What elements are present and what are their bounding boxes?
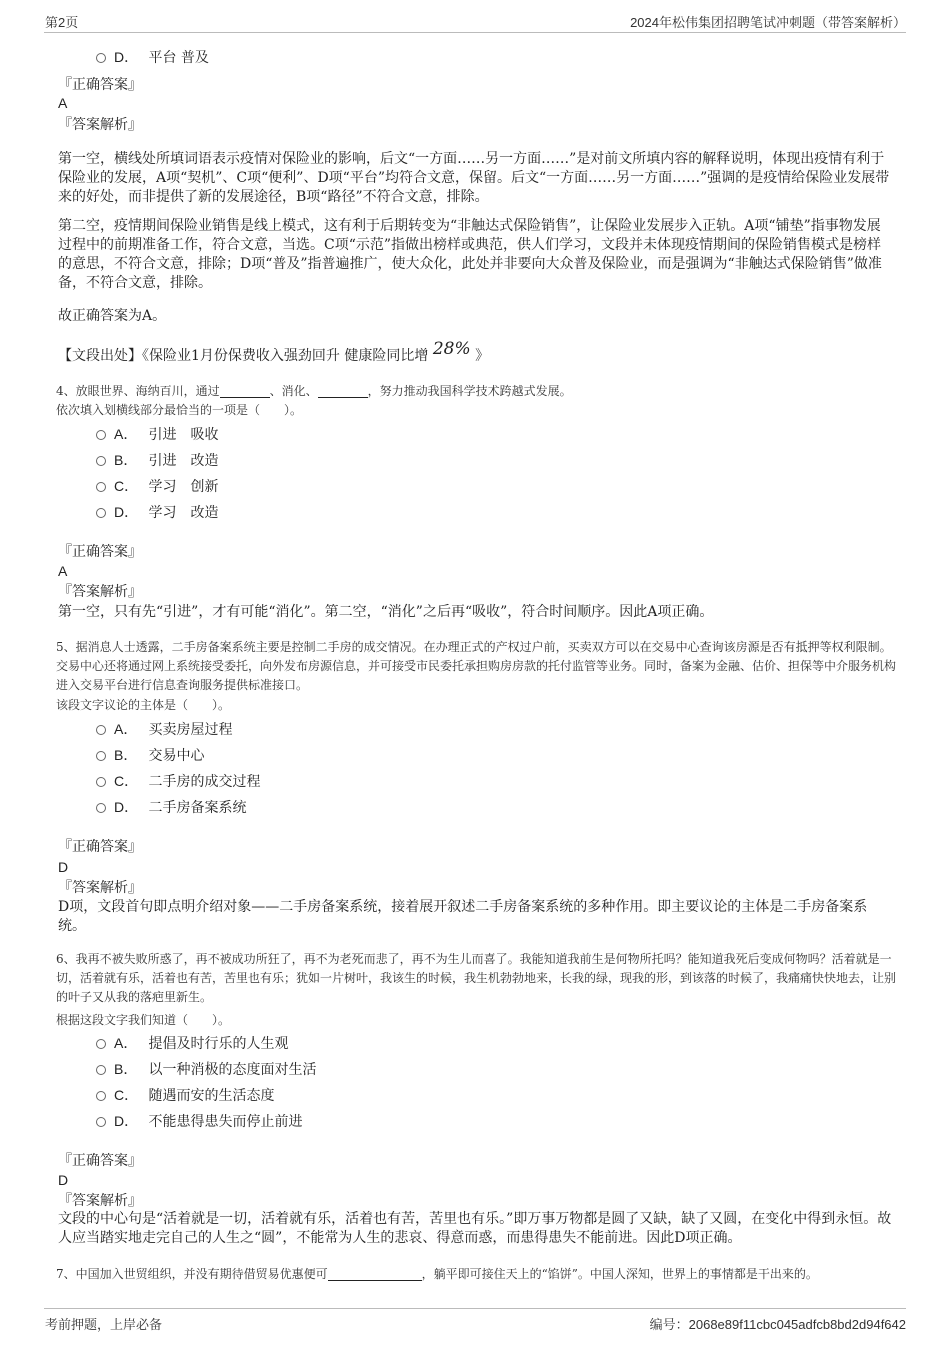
question-stem: 6、我再不被失败所惑了，再不被成功所狂了，再不为老死而悲了，再不为生儿而喜了。我能知道我前生是何物所托吗？能知道我死后变成何物吗？活着就是一切，活着就有乐，活着也有苦，苦里也有乐；犹如一片树叶，我该生的时候，我生机勃勃地来，长我的绿，现我的形，到该落的时候了，我痛痛快快地去，让别的叶子又从我的落疤里新生。 <box>56 952 897 1004</box>
answer-heading: 『正确答案』 <box>58 544 142 560</box>
radio-icon[interactable] <box>96 751 106 761</box>
q5-option-b[interactable]: B． 交易中心 <box>96 745 204 765</box>
analysis-heading: 『答案解析』 <box>58 1193 142 1209</box>
q6-option-b[interactable]: B． 以一种消极的态度面对生活 <box>96 1059 316 1079</box>
correct-answer: D <box>58 1172 69 1188</box>
q6-option-a[interactable]: A． 提倡及时行乐的人生观 <box>96 1033 288 1053</box>
analysis-paragraph: 第二空，疫情期间保险业销售是线上模式，这有利于后期转变为“非触达式保险销售”，让保险业发展步入正轨。A项“铺垫”指事物发展过程中的前期准备工作，符合文意，当选。C项“示范”指做出榜样或典范，供人们学习，文段并未体现疫情期间的保险销售模式是榜样的意思，不符合文意，排除；D项“普及”指普遍推广，使大众化，此处并非要向大众普及保险业，而是强调为“非触达式保险销售”做准备，不符合文意，排除。 <box>58 218 882 291</box>
document-code: 编号：2068e89f11cbc045adfcb8bd2d94f642 <box>649 1317 906 1333</box>
question-stem: 7、中国加入世贸组织，并没有期待借贸易优惠便可 ，躺平即可接住天上的“馅饼”。中国人深知，世界上的事情都是干出来的。 <box>56 1267 818 1281</box>
analysis-paragraph: D项，文段首句即点明介绍对象——二手房备案系统，接着展开叙述二手房备案系统的多种作用。即主要议论的主体是二手房备案系统。 <box>58 899 868 934</box>
radio-icon[interactable] <box>96 53 106 63</box>
q6-option-d[interactable]: D． 不能患得患失而停止前进 <box>96 1111 302 1131</box>
q5-option-a[interactable]: A． 买卖房屋过程 <box>96 719 232 739</box>
question-stem: 5、据消息人士透露，二手房备案系统主要是控制二手房的成交情况。在办理正式的产权过户前，买卖双方可以在交易中心查询该房源是否有抵押等权利限制。交易中心还将通过网上系统接受委托，向外发布房源信息，并可接受市民委托承担购房房款的托付监管等业务。同时，备案为金融、估价、担保等中介服务机构进入交易平台进行信息查询服务提供标准接口。 <box>56 640 897 692</box>
correct-answer: A <box>58 95 68 111</box>
radio-icon[interactable] <box>96 508 106 518</box>
radio-icon[interactable] <box>96 1091 106 1101</box>
radio-icon[interactable] <box>96 482 106 492</box>
analysis-heading: 『答案解析』 <box>58 117 142 133</box>
q4-option-b[interactable]: B． 引进 改造 <box>96 450 218 470</box>
fill-blank <box>318 383 368 398</box>
q4-option-a[interactable]: A． 引进 吸收 <box>96 424 218 444</box>
radio-icon[interactable] <box>96 1039 106 1049</box>
q3-option-d[interactable]: D． 平台 普及 <box>96 47 209 67</box>
analysis-paragraph: 第一空，只有先“引进”，才有可能“消化”。第二空，“消化”之后再“吸收”，符合时间顺序。因此A项正确。 <box>58 604 714 620</box>
radio-icon[interactable] <box>96 1117 106 1127</box>
radio-icon[interactable] <box>96 1065 106 1075</box>
analysis-paragraph: 文段的中心句是“活着就是一切，活着就有乐，活着也有苦，苦里也有乐。”即万事万物都是圆了又缺，缺了又圆，在变化中得到永恒。故人应当踏实地走完自己的人生之“圆”，不能常为人生的悲哀、得意而惑，而患得患失不能前进。因此D项正确。 <box>58 1211 892 1246</box>
correct-answer: D <box>58 859 69 875</box>
radio-icon[interactable] <box>96 777 106 787</box>
answer-heading: 『正确答案』 <box>58 77 142 93</box>
answer-heading: 『正确答案』 <box>58 839 142 855</box>
radio-icon[interactable] <box>96 725 106 735</box>
radio-icon[interactable] <box>96 430 106 440</box>
source-citation: 【文段出处】《保险业1月份保费收入强劲回升 健康险同比增 28% 》 <box>58 339 490 364</box>
analysis-conclusion: 故正确答案为A。 <box>58 308 167 324</box>
q6-option-c[interactable]: C． 随遇而安的生活态度 <box>96 1085 274 1105</box>
answer-heading: 『正确答案』 <box>58 1153 142 1169</box>
q5-option-d[interactable]: D． 二手房备案系统 <box>96 797 246 817</box>
document-title: 2024年松伟集团招聘笔试冲刺题（带答案解析） <box>630 15 906 30</box>
question-prompt: 根据这段文字我们知道（ ）。 <box>56 1013 231 1027</box>
analysis-heading: 『答案解析』 <box>58 584 142 600</box>
q4-option-c[interactable]: C． 学习 创新 <box>96 476 218 496</box>
footer-rule <box>44 1308 906 1309</box>
correct-answer: A <box>58 563 68 579</box>
q5-option-c[interactable]: C． 二手房的成交过程 <box>96 771 260 791</box>
question-prompt: 依次填入划横线部分最恰当的一项是（ ）。 <box>56 403 303 417</box>
fill-blank <box>220 383 270 398</box>
footer-slogan: 考前押题，上岸必备 <box>45 1318 163 1333</box>
question-stem: 4、放眼世界、海纳百川，通过 、消化、 ，努力推动我国科学技术跨越式发展。 <box>56 384 572 398</box>
header-rule <box>44 32 906 33</box>
page-number: 第2页 <box>45 15 79 30</box>
radio-icon[interactable] <box>96 456 106 466</box>
analysis-heading: 『答案解析』 <box>58 880 142 896</box>
question-prompt: 该段文字议论的主体是（ ）。 <box>56 698 231 712</box>
analysis-paragraph: 第一空，横线处所填词语表示疫情对保险业的影响，后文“一方面……另一方面……”是对前文所填内容的解释说明，体现出疫情有利于保险业的发展，A项“契机”、C项“便利”、D项“平台”均符合文意，保留。后文“一方面……另一方面……”强调的是疫情给保险业发展带来的好处，而非提供了新的发展途径，B项“路径”不符合文意，排除。 <box>58 151 890 205</box>
radio-icon[interactable] <box>96 803 106 813</box>
q4-option-d[interactable]: D． 学习 改造 <box>96 502 218 522</box>
fill-blank <box>328 1266 422 1281</box>
